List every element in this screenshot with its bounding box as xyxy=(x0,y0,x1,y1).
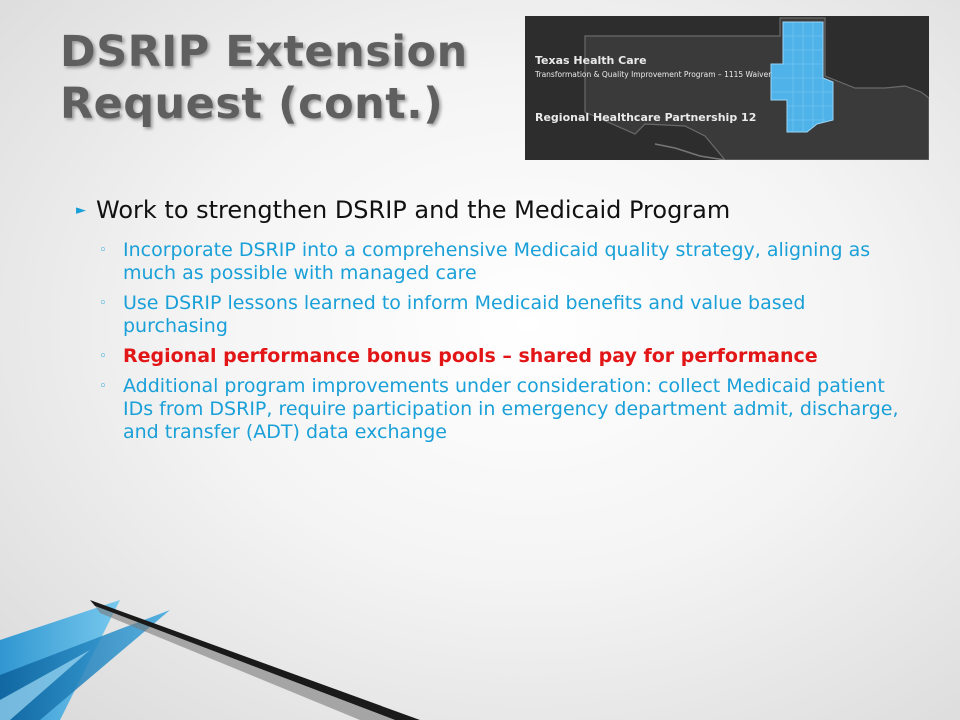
title-line-1: DSRIP Extension xyxy=(60,27,468,77)
ring-bullet-icon: ◦ xyxy=(99,349,107,364)
ring-bullet-icon: ◦ xyxy=(99,243,107,258)
rhp12-banner-image xyxy=(525,16,929,160)
sub-bullet xyxy=(70,239,903,285)
sub-bullet-text: Use DSRIP lessons learned to inform Medicaid benefits and value based purchasing xyxy=(123,292,806,337)
sub-bullet xyxy=(70,292,903,338)
texas-map-graphic xyxy=(525,16,929,160)
slide-title xyxy=(60,26,480,130)
banner-program-subtitle: Transformation & Quality Improvement Program – 1115 Waiver xyxy=(535,70,772,79)
banner-program-title: Texas Health Care xyxy=(535,54,647,67)
main-bullet-text: Work to strengthen DSRIP and the Medicaid Program xyxy=(96,196,731,224)
sub-bullet xyxy=(70,375,903,444)
ring-bullet-icon: ◦ xyxy=(99,296,107,311)
ring-bullet-icon: ◦ xyxy=(99,379,107,394)
banner-rhp-label: Regional Healthcare Partnership 12 xyxy=(535,111,757,124)
sub-bullet-text: Additional program improvements under consideration: collect Medicaid patient IDs from DSRIP, require participation in emergency department admit, discharge, and transfer (ADT) data exchange xyxy=(123,375,899,443)
main-bullet xyxy=(70,196,910,225)
sub-bullet-text: Incorporate DSRIP into a comprehensive Medicaid quality strategy, aligning as much as possible with managed care xyxy=(123,239,871,284)
sub-bullet-text: Regional performance bonus pools – shared pay for performance xyxy=(123,345,818,367)
slide-body xyxy=(70,196,910,451)
sub-bullet-highlighted xyxy=(70,345,903,368)
arrow-bullet-icon: ► xyxy=(76,203,86,218)
title-line-2: Request (cont.) xyxy=(60,79,444,129)
corner-swoosh-decoration xyxy=(0,580,420,720)
